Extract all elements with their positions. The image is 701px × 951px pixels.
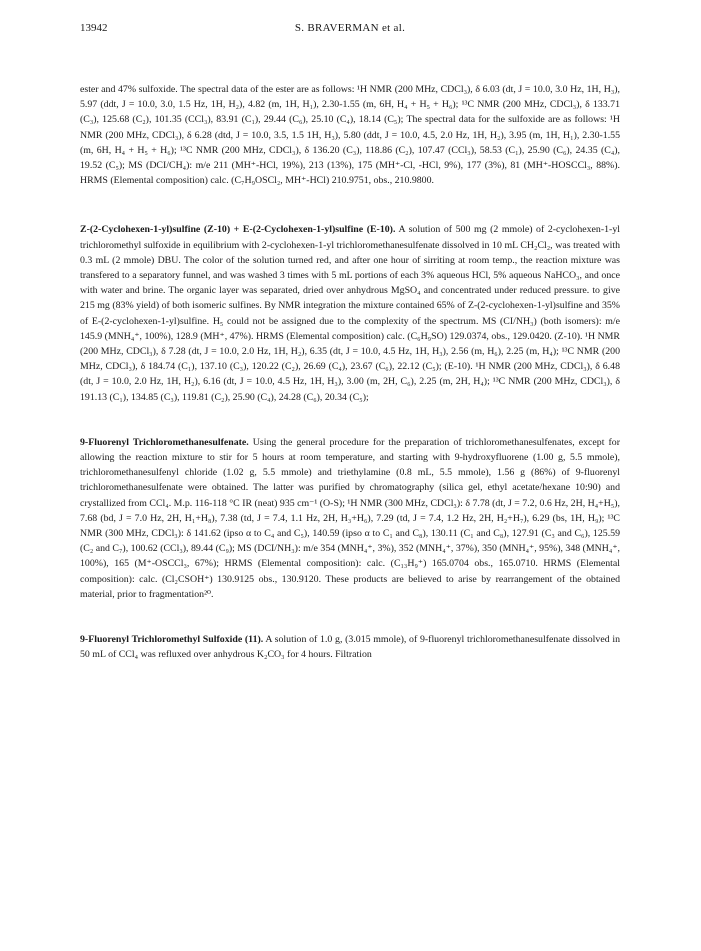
running-head: S. BRAVERMAN et al.: [294, 22, 406, 34]
paragraph-text: A solution of 1.0 g, (3.015 mmole), of 9-fluorenyl trichloromethanesulfenate dissolved in 50 mL of CCl₄ was refluxed over anhydrous K₂CO₃ for 4 hours. Filtration: [80, 634, 620, 661]
compound-title: Z-(2-Cyclohexen-1-yl)sulfine (Z-10) + E-(2-Cyclohexen-1-yl)sulfine (E-10).: [80, 224, 396, 236]
paragraph-text: ester and 47% sulfoxide. The spectral data of the ester are as follows: ¹H NMR (200 MHz, CDCl₃), δ 6.03 (dt, J = 10.0, 3.0 Hz, 1H, H₃), 5.97 (ddt, J = 10.0, 3.0, 1.5 Hz, 1H, H₂), 4.82 (m, 1H, H₁), 2.30-1.55 (m, 6H, H₄ + H₅ + H₆); ¹³C NMR (200 MHz, CDCl₃), δ 133.71 (C₃), 125.68 (C₂), 101.35 (CCl₃), 83.91 (C₁), 29.44 (C₆), 25.10 (C₄), 18.14 (C₅); The spectral data for the sulfoxide are as follows: ¹H NMR (200 MHz, CDCl₃), δ 6.28 (dtd, J = 10.0, 3.5, 1.5 1H, H₃), 5.80 (ddt, J = 10.0, 4.5, 2.0 Hz, 1H, H₂), 3.95 (m, 1H, H₁), 2.30-1.55 (m, 6H, H₄ + H₅ + H₆); ¹³C NMR (200 MHz, CDCl₃), δ 136.20 (C₃), 118.86 (C₂), 107.47 (CCl₃), 58.53 (C₁), 25.90 (C₆), 24.35 (C₄), 19.52 (C₅); MS (DCI/CH₄): m/e 211 (MH⁺-HCl, 19%), 213 (13%), 175 (MH⁺-Cl, -HCl, 9%), 177 (3%), 81 (MH⁺-HOSCCl₃, 88%). HRMS (Elemental composition) calc. (C₇H₉OSCl₂, MH⁺-HCl) 210.9751, obs., 210.9800.: [80, 84, 620, 187]
compound-title: 9-Fluorenyl Trichloromethanesulfenate.: [80, 436, 249, 448]
page-header: [80, 22, 620, 38]
paragraph-fluorenyl-sulfoxide: [80, 632, 620, 662]
paragraph-text: Using the general procedure for the preparation of trichloromethanesulfenates, except for allowing the reaction mixture to stir for 5 hours at room temperature, and starting with 9-hydroxyfluorene (1.00 g, 5.5 mmole), trichloromethanesulfenyl chloride (1.02 g, 5.5 mmole) and triethylamine (0.8 mL, 5.5 mmole), 1.56 g (86%) of 9-fluorenyl trichloromethanesulfenate were obtained. The latter was purified by chromatography (silica gel, ethyl acetate/hexane 10:90) and crystallized from CCl₄. M.p. 116-118 °C IR (neat) 935 cm⁻¹ (O-S); ¹H NMR (300 MHz, CDCl₃): δ 7.78 (dt, J = 7.2, 0.6 Hz, 2H, H₄+H₅), 7.68 (bd, J = 7.0 Hz, 2H, H₁+H₈), 7.38 (td, J = 7.4, 1.1 Hz, 2H, H₃+H₆), 7.29 (td, J = 7.4, 1.2 Hz, 2H, H₂+H₇), 6.29 (bs, 1H, H₉); ¹³C NMR (300 MHz, CDCl₃): δ 141.62 (ipso α to C₄ and C₅), 140.59 (ipso α to C₁ and C₈), 130.11 (C₁ and C₈), 127.91 (C₃ and C₆), 125.59 (C₂ and C₇), 100.62 (CCl₃), 89.44 (C₉); MS (DCI/NH₃): m/e 354 (MNH₄⁺, 3%), 352 (MNH₄⁺, 37%), 350 (MNH₄⁺, 95%), 348 (MNH₄⁺, 100%), 165 (M⁺-OSCCl₃, 67%); HRMS (Elemental composition): calc. (C₁₃H₉⁺) 165.0704 obs., 165.0710. HRMS (Elemental composition): calc. (Cl₂CSOH⁺) 130.9125 obs., 130.9120. These products are believed to arise by rearrangement of the obtained material, prior to fragmentation²⁰.: [80, 436, 621, 600]
paragraph-fluorenyl-sulfenate: [80, 435, 620, 602]
compound-title: 9-Fluorenyl Trichloromethyl Sulfoxide (11).: [80, 634, 264, 646]
body-text: [80, 82, 620, 663]
paragraph-text: A solution of 500 mg (2 mmole) of 2-cyclohexen-1-yl trichloromethyl sulfoxide in equilibrium with 2-cyclohexen-1-yl trichloromethanesulfenate dissolved in 10 mL CH₂Cl₂, was treated with 0.3 mL (2 mmole) DBU. The color of the solution turned red, and after one hour of sirriting at room temp., the reaction mixture was transfered to a separatory funnel, and was washed 3 times with 5 mL portions of each 3% aqueous HCl, 5% aqueous NaHCO₃, and once with water and brine. The organic layer was separated, dried over anhydrous MgSO₄ and concentrated under reduced pressure. to give 215 mg (83% yield) of both isomeric sulfines. By NMR integration the mixture contained 65% of Z-(2-cyclohexen-1-yl)sulfine and 35% of E-(2-cyclohexen-1-yl)sulfine. H₅ could not be assigned due to the complexity of the spectrum. MS (CI/NH₃) (both isomers): m/e 145.9 (MNH₄⁺, 100%), 128.9 (MH⁺, 47%). HRMS (Elemental composition) calc. (C₆H₉SO) 129.0374, obs., 129.0420. (Z-10). ¹H NMR (200 MHz, CDCl₃), δ 7.28 (dt, J = 10.0, 2.0 Hz, 1H, H₂), 6.35 (dt, J = 10.0, 4.5 Hz, 1H, H₃), 2.56 (m, H₆), 2.25 (m, H₄); ¹³C NMR (200 MHz, CDCl₃), δ 184.74 (C₁), 137.10 (C₃), 120.22 (C₂), 26.69 (C₄), 23.67 (C₆), 22.12 (C₅); (E-10). ¹H NMR (200 MHz, CDCl₃), δ 6.48 (dt, J = 10.0, 2.0 Hz, 1H, H₂), 6.16 (dt, J = 10.0, 4.5 Hz, 1H, H₃), 3.00 (m, 2H, C₆), 2.25 (m, 2H, H₄); ¹³C NMR (200 MHz, CDCl₃), δ 191.13 (C₁), 134.85 (C₃), 119.81 (C₂), 25.90 (C₄), 24.28 (C₆), 20.34 (C₅);: [80, 224, 620, 403]
paragraph-ester-sulfoxide: [80, 82, 620, 188]
page-number: 13942: [80, 22, 108, 34]
paragraph-cyclohexenyl-sulfine: [80, 222, 620, 404]
